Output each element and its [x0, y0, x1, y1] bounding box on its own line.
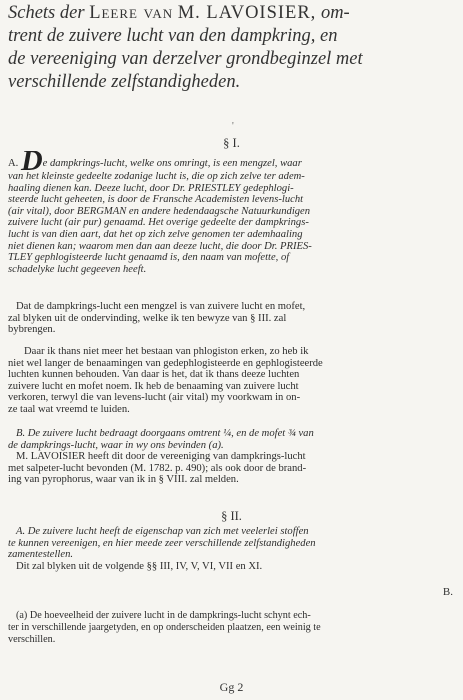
section-1-paragraph-b: [8, 301, 456, 336]
text-line: zal blyken uit de ondervinding, welke ik ten bewyze van § III. zal: [8, 312, 287, 324]
text-line: Dat de dampkrings-lucht een mengzel is van zuivere lucht en mofet,: [16, 301, 306, 312]
chapter-title: [8, 2, 460, 94]
text-line: zamentestellen.: [8, 549, 74, 561]
text-line: zuivere lucht (air pur) genaamd. Het overige gedeelte der dampkrings-: [8, 217, 309, 229]
drop-cap: D: [20, 151, 43, 171]
section-1-paragraph-a: [8, 151, 456, 275]
section-1-paragraph-c: [8, 346, 456, 416]
title-line-3: de vereeniging van derzelver grondbeginzel met: [8, 49, 363, 69]
section-1-paragraph-d: [8, 428, 456, 486]
text-line: TLEY gephlogisteerde lucht genaamd is, den naam van mofette, of: [8, 252, 290, 264]
text-line: B. De zuivere lucht bedraagt doorgaans omtrent ¼, en de mofet ¾ van: [16, 428, 314, 439]
text-line: A. De dampkrings-lucht, welke ons omringt, is een mengzel, waar: [8, 151, 456, 171]
text-line: ing van pyrophorus, waar van ik in § VIII. zal melden.: [8, 474, 239, 486]
text-line: verschillen.: [8, 633, 56, 645]
text-line: met salpeter-lucht bevonden (M. 1782. p. 490); als ook door de brand-: [8, 462, 307, 474]
text-line: zuivere lucht en mofet noem. Ik heb de benaaming van zuivere lucht: [8, 380, 299, 392]
text-line: ze taal wat vreemd te luiden.: [8, 403, 130, 415]
text-line: M. LAVOISIER heeft dit door de vereeniging van dampkrings-lucht: [16, 451, 306, 463]
text-line: steerde lucht geheeten, is door de Fransche Academisten levens-lucht: [8, 194, 304, 206]
title-line-2: trent de zuivere lucht van den dampkring, en: [8, 26, 338, 46]
text-line: van het kleinste gedeelte zodanige lucht is, die op zich zelve ter adem-: [8, 171, 305, 182]
section-2-heading: § II.: [221, 509, 242, 523]
text-line: schadelyke lucht gegeeven heeft.: [8, 263, 147, 275]
title-author-name: M. LAVOISIER,: [177, 3, 317, 23]
section-1-heading: § I.: [223, 136, 240, 150]
text-line: ter in verschillende jaargetyden, en op onderscheiden plaatzen, een weinig te: [8, 621, 321, 633]
text-line: A. De zuivere lucht heeft de eigenschap van zich met veelerlei stoffen: [16, 526, 309, 537]
text-line: niet wel langer de benaamingen van gedephlogisteerde en gephlogisteerde: [8, 357, 323, 369]
text-line: lucht is van dien aart, dat het op zich zelve genomen ter ademhaaling: [8, 228, 303, 240]
text-line: niet dienen kan; waarom men dan aan deeze lucht, die door Dr. PRIES-: [8, 240, 312, 252]
stray-mark: ': [232, 121, 234, 132]
footnote: [8, 610, 456, 645]
text-line: Daar ik thans niet meer het bestaan van phlogiston erken, zo heb ik: [24, 346, 309, 357]
text-line: verkoren, terwyl die van levens-lucht (air vital) my voorkwam in on-: [8, 392, 301, 404]
text-line: bybrengen.: [8, 324, 56, 336]
page-signature: Gg 2: [219, 680, 244, 694]
title-line-1: Schets der Leere van M. LAVOISIER, om-: [8, 3, 350, 23]
text-line: (air vital), door BERGMAN en andere hedendaagsche Natuurkundigen: [8, 205, 311, 217]
text-line: te kunnen vereenigen, en hier meede zeer verschillende zelfstandigheden: [8, 537, 316, 549]
title-leere: Leere van: [89, 3, 174, 23]
text-line: Dit zal blyken uit de volgende §§ III, IV, V, VI, VII en XI.: [16, 560, 263, 572]
text-line: (a) De hoeveelheid der zuivere lucht in de dampkrings-lucht schynt ech-: [16, 610, 311, 621]
text-line: de dampkrings-lucht, waar in wy ons bevinden (a).: [8, 439, 224, 451]
catchword: B.: [442, 586, 453, 598]
section-2-paragraph-a: [8, 526, 456, 572]
text-line: haaling dienen kan. Deeze lucht, door Dr. PRIESTLEY gedephlogi-: [8, 182, 294, 194]
text-line: luchten kunnen behouden. Van daar is het, dat ik thans deeze luchten: [8, 369, 300, 381]
title-line-4: verschillende zelfstandigheden.: [8, 72, 241, 92]
